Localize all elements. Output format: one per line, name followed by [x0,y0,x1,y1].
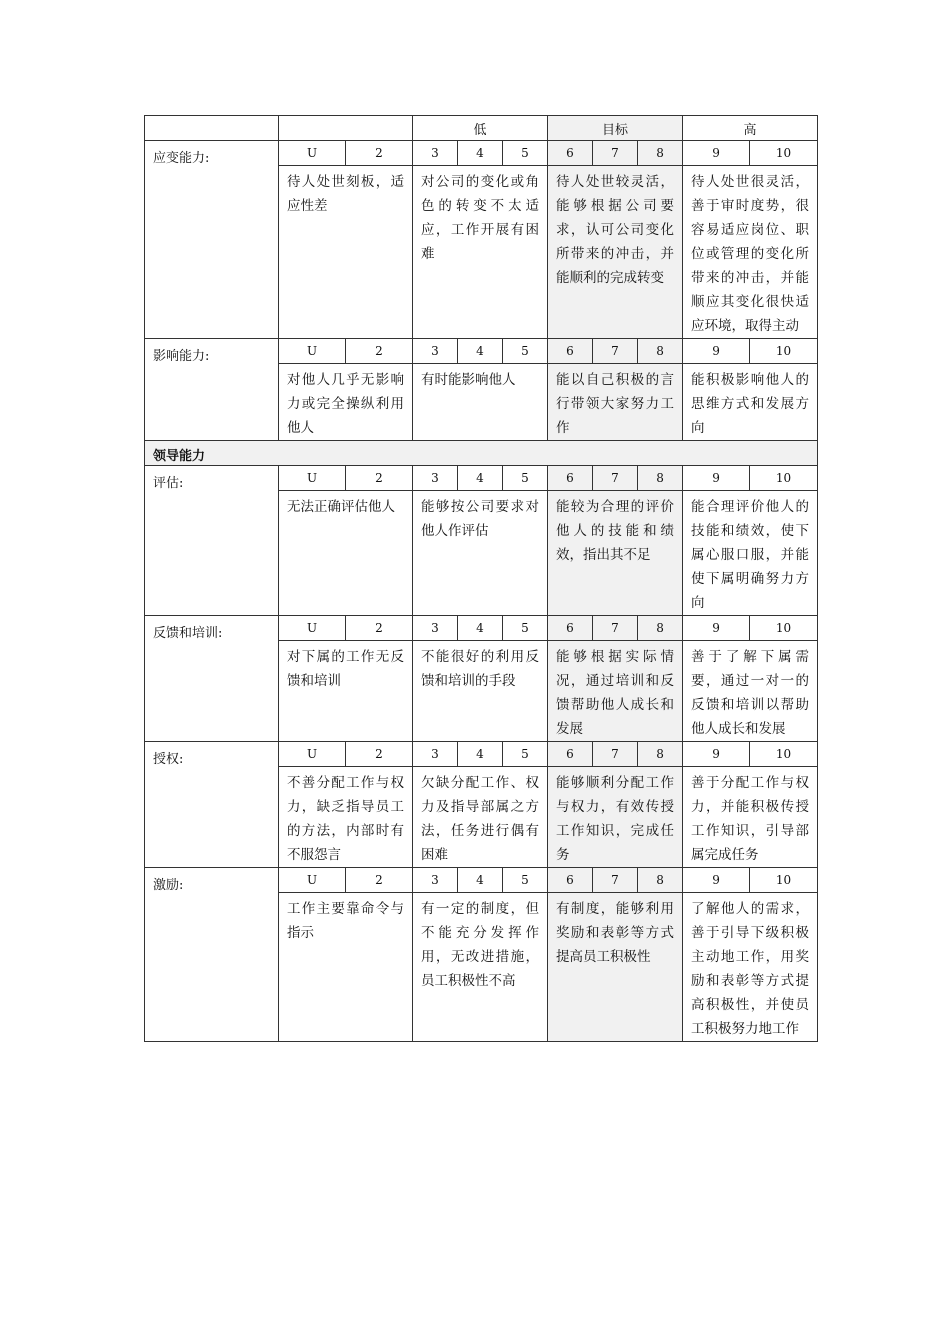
score-cell: 7 [593,616,638,641]
score-cell: U [279,141,346,166]
description-target: 能够顺利分配工作与权力，有效传授工作知识，完成任务 [548,767,683,868]
score-cell: 6 [548,466,593,491]
score-cell: 9 [683,742,750,767]
score-cell: 8 [638,466,683,491]
score-row [145,339,818,364]
score-cell: 10 [750,339,818,364]
section-row [145,441,818,466]
description-low: 欠缺分配工作、权力及指导部属之方法，任务进行偶有困难 [413,767,548,868]
score-cell: 9 [683,141,750,166]
score-cell: 9 [683,868,750,893]
header-empty-band [279,116,413,141]
score-cell: 5 [503,742,548,767]
description-target: 有制度，能够利用奖励和表彰等方式提高员工积极性 [548,893,683,1042]
score-cell: 7 [593,742,638,767]
score-cell: U [279,742,346,767]
description-poor: 工作主要靠命令与指示 [279,893,413,1042]
score-cell: 7 [593,466,638,491]
score-cell: 6 [548,742,593,767]
score-row [145,616,818,641]
score-cell: 2 [346,141,413,166]
description-poor: 待人处世刻板，适应性差 [279,166,413,339]
score-cell: 10 [750,742,818,767]
score-cell: 3 [413,868,458,893]
score-row [145,466,818,491]
score-cell: 8 [638,868,683,893]
score-row [145,742,818,767]
row-label: 激励: [145,868,279,1042]
competency-rating-sheet [144,115,817,1042]
score-cell: 4 [458,868,503,893]
score-cell: 3 [413,742,458,767]
score-cell: 2 [346,339,413,364]
score-cell: 5 [503,616,548,641]
score-cell: 6 [548,141,593,166]
description-low: 对公司的变化或角色的转变不太适应，工作开展有困难 [413,166,548,339]
description-poor: 不善分配工作与权力，缺乏指导员工的方法，内部时有不服怨言 [279,767,413,868]
row-label: 应变能力: [145,141,279,339]
row-label: 评估: [145,466,279,616]
score-cell: 5 [503,339,548,364]
score-cell: 10 [750,616,818,641]
description-target: 能较为合理的评价他人的技能和绩效，指出其不足 [548,491,683,616]
score-cell: 2 [346,616,413,641]
header-target: 目标 [548,116,683,141]
score-cell: 3 [413,616,458,641]
score-cell: 7 [593,339,638,364]
score-cell: 6 [548,616,593,641]
score-cell: 5 [503,466,548,491]
score-cell: 4 [458,339,503,364]
header-low: 低 [413,116,548,141]
score-cell: 8 [638,616,683,641]
description-low: 不能很好的利用反馈和培训的手段 [413,641,548,742]
score-cell: 9 [683,466,750,491]
score-cell: 9 [683,616,750,641]
score-cell: 3 [413,466,458,491]
score-cell: 8 [638,141,683,166]
row-label: 反馈和培训: [145,616,279,742]
description-high: 善于分配工作与权力，并能积极传授工作知识，引导部属完成任务 [683,767,818,868]
score-cell: U [279,868,346,893]
header-empty-label [145,116,279,141]
header-row [145,116,818,141]
score-row [145,868,818,893]
section-title-leadership: 领导能力 [145,441,818,466]
description-low: 有一定的制度，但不能充分发挥作用，无改进措施，员工积极性不高 [413,893,548,1042]
row-label: 授权: [145,742,279,868]
score-cell: U [279,616,346,641]
score-cell: 4 [458,616,503,641]
score-cell: 10 [750,466,818,491]
description-poor: 无法正确评估他人 [279,491,413,616]
score-cell: 7 [593,868,638,893]
header-high: 高 [683,116,818,141]
description-poor: 对他人几乎无影响力或完全操纵利用他人 [279,364,413,441]
score-cell: 6 [548,339,593,364]
description-high: 了解他人的需求，善于引导下级积极主动地工作，用奖励和表彰等方式提高积极性，并使员工积极努力地工作 [683,893,818,1042]
score-cell: 6 [548,868,593,893]
description-high: 能合理评价他人的技能和绩效，使下属心服口服，并能使下属明确努力方向 [683,491,818,616]
description-target: 待人处世较灵活，能够根据公司要求，认可公司变化所带来的冲击，并能顺利的完成转变 [548,166,683,339]
score-cell: 4 [458,742,503,767]
score-cell: 9 [683,339,750,364]
score-cell: 8 [638,339,683,364]
score-cell: 5 [503,141,548,166]
score-cell: 10 [750,868,818,893]
rating-table [144,115,818,1042]
score-cell: 4 [458,466,503,491]
row-label: 影响能力: [145,339,279,441]
description-target: 能够根据实际情况，通过培训和反馈帮助他人成长和发展 [548,641,683,742]
description-low: 有时能影响他人 [413,364,548,441]
score-cell: 2 [346,466,413,491]
score-cell: 8 [638,742,683,767]
score-row [145,141,818,166]
score-cell: 10 [750,141,818,166]
description-low: 能够按公司要求对他人作评估 [413,491,548,616]
score-cell: U [279,339,346,364]
score-cell: 5 [503,868,548,893]
score-cell: 3 [413,141,458,166]
score-cell: 7 [593,141,638,166]
description-high: 待人处世很灵活，善于审时度势，很容易适应岗位、职位或管理的变化所带来的冲击，并能顺应其变化很快适应环境，取得主动 [683,166,818,339]
description-high: 能积极影响他人的思维方式和发展方向 [683,364,818,441]
description-target: 能以自己积极的言行带领大家努力工作 [548,364,683,441]
description-poor: 对下属的工作无反馈和培训 [279,641,413,742]
description-high: 善于了解下属需要，通过一对一的反馈和培训以帮助他人成长和发展 [683,641,818,742]
score-cell: 2 [346,742,413,767]
score-cell: 4 [458,141,503,166]
score-cell: 3 [413,339,458,364]
score-cell: U [279,466,346,491]
score-cell: 2 [346,868,413,893]
